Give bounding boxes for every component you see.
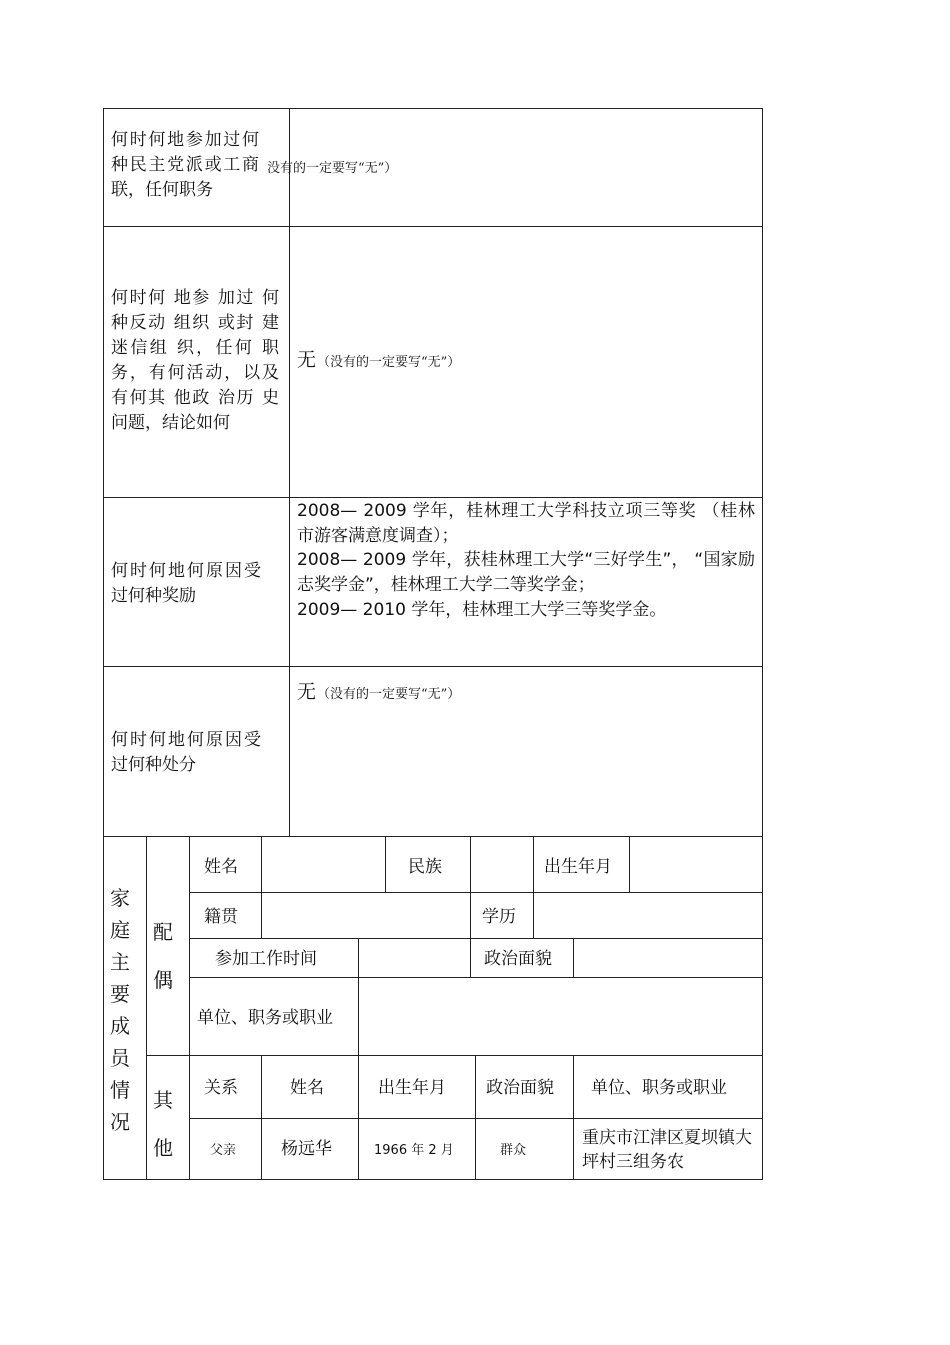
column-divider xyxy=(358,1055,359,1180)
awards-line-1: 2008— 2009 学年，桂林理工大学科技立项三等奖 （桂林市游客满意度调查）； xyxy=(297,501,755,546)
awards-line-2: 2008— 2009 学年，获桂林理工大学“三好学生”， “国家励志奖学金”，桂林理工大学二等奖学金； xyxy=(297,550,755,595)
punishment-label: 何时何地何原因受过何种处分 xyxy=(111,730,261,775)
table-border xyxy=(762,108,763,1180)
column-divider xyxy=(189,836,190,1180)
spouse-work-start-label: 参加工作时间 xyxy=(215,949,317,969)
row-divider xyxy=(189,1118,763,1119)
member-employer: 重庆市江津区夏坝镇大坪村三组务农 xyxy=(582,1128,752,1172)
row-divider xyxy=(189,892,763,893)
reactionary-label: 何时何 地参 加过 何种反动 组织 或封 建迷信组 织，任何 职务，有何活动，以及有何其 他政 治历 史问题，结论如何 xyxy=(111,288,279,433)
awards-label: 何时何地何原因受过何种奖励 xyxy=(111,561,261,606)
family-section-label: 家庭主要成员情况 xyxy=(110,886,130,1134)
spouse-label: 配偶 xyxy=(153,920,173,992)
column-divider xyxy=(573,1055,574,1180)
column-divider xyxy=(146,836,147,1180)
column-divider xyxy=(385,836,386,892)
column-divider xyxy=(289,108,290,836)
row-divider xyxy=(146,1055,763,1056)
party-note: 没有的一定要写“无”） xyxy=(267,161,398,176)
row-divider xyxy=(103,497,763,498)
party-label: 何时何地参加过何种民主党派或工商联，任何职务 xyxy=(111,130,259,200)
table-border xyxy=(103,108,104,1180)
spouse-employer-label: 单位、职务或职业 xyxy=(197,1008,333,1028)
column-divider xyxy=(470,938,471,977)
column-divider xyxy=(470,836,471,892)
column-divider xyxy=(629,836,630,892)
column-divider xyxy=(261,892,262,938)
column-divider xyxy=(533,836,534,892)
table-border xyxy=(103,108,763,109)
row-divider xyxy=(189,938,763,939)
spouse-origin-label: 籍贯 xyxy=(204,907,238,927)
spouse-ethnicity-label: 民族 xyxy=(408,857,442,877)
awards-line-3: 2009— 2010 学年，桂林理工大学三等奖学金。 xyxy=(297,600,667,620)
member-political: 群众 xyxy=(500,1143,527,1158)
row-divider xyxy=(103,836,763,837)
column-divider xyxy=(261,1055,262,1180)
column-divider xyxy=(358,938,359,977)
column-divider xyxy=(261,836,262,892)
column-divider xyxy=(475,1055,476,1180)
others-label: 其他 xyxy=(153,1088,173,1160)
others-header-name: 姓名 xyxy=(290,1078,324,1098)
reactionary-note: （没有的一定要写“无”） xyxy=(317,355,461,370)
punishment-value: 无 xyxy=(297,681,317,703)
column-divider xyxy=(533,892,534,938)
spouse-name-label: 姓名 xyxy=(204,857,238,877)
reactionary-value: 无 xyxy=(297,349,317,371)
spouse-birth-label: 出生年月 xyxy=(544,857,612,877)
row-divider xyxy=(189,977,763,978)
table-border xyxy=(103,1179,763,1180)
others-header-relation: 关系 xyxy=(204,1078,238,1098)
punishment-note: （没有的一定要写“无”） xyxy=(317,687,461,702)
spouse-political-label: 政治面貌 xyxy=(484,949,552,969)
member-name: 杨远华 xyxy=(281,1139,332,1159)
others-header-political: 政治面貌 xyxy=(486,1078,554,1098)
column-divider xyxy=(470,892,471,938)
row-divider xyxy=(103,226,763,227)
row-divider xyxy=(103,666,763,667)
member-relation: 父亲 xyxy=(210,1143,237,1158)
spouse-education-label: 学历 xyxy=(482,907,516,927)
others-header-birth: 出生年月 xyxy=(378,1078,446,1098)
column-divider xyxy=(358,977,359,1055)
member-birth: 1966 年 2 月 xyxy=(374,1143,454,1158)
others-header-employer: 单位、职务或职业 xyxy=(591,1078,727,1098)
column-divider xyxy=(573,938,574,977)
